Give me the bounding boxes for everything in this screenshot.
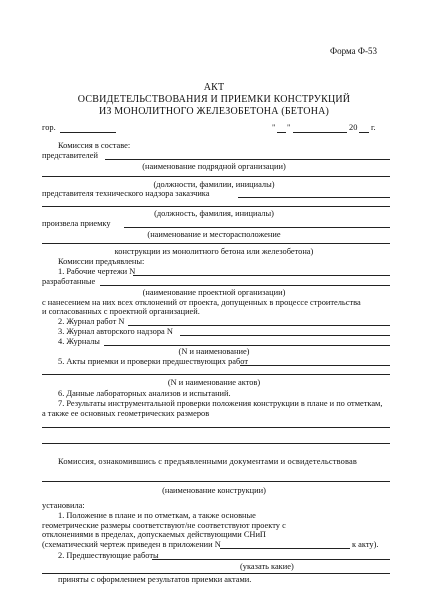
presented-label: Комиссии предъявлены:	[58, 257, 145, 266]
date-quote-open: "	[272, 123, 276, 132]
previous-works-field[interactable]	[152, 559, 390, 560]
item-6-lab-data: 6. Данные лабораторных анализов и испытаний.	[58, 389, 231, 398]
construction-field[interactable]	[42, 481, 390, 482]
n-and-acts-caption: (N и наименование актов)	[167, 378, 261, 387]
acceptance-field[interactable]	[124, 227, 390, 228]
acts-field-2[interactable]	[42, 374, 390, 375]
deviations-text: с нанесением на них всех отклонений от проекта, допущенных в процессе строительства	[42, 298, 361, 307]
appendix-number-field[interactable]	[220, 548, 350, 549]
document-title: ОСВИДЕТЕЛЬСТВОВАНИЯ И ПРИЕМКИ КОНСТРУКЦИЙ	[77, 94, 351, 105]
finding-1-line-2: геометрические размеры соответствуют/не соответствуют проекту с	[42, 521, 286, 530]
item-5-acts: 5. Акты приемки и проверки предшествующих работ	[58, 357, 248, 366]
previous-works-field-2[interactable]	[42, 573, 390, 574]
supervision-log-field[interactable]	[180, 335, 390, 336]
day-field[interactable]	[277, 132, 286, 133]
item-7-dimensions: а также ее основных геометрических размеров	[42, 409, 210, 418]
finding-1-line-4-end: к акту).	[352, 540, 379, 549]
item-7-instrumental-check: 7. Результаты инструментальной проверки положения конструкции в плане и по отметкам,	[58, 399, 383, 408]
performed-acceptance-label: произвела приемку	[42, 219, 111, 228]
customer-supervision-field-2[interactable]	[42, 206, 390, 207]
contractor-reps-label: представителей	[42, 151, 98, 160]
developer-field[interactable]	[100, 285, 390, 286]
contractor-reps-field[interactable]	[105, 159, 390, 160]
finding-1-line-1: 1. Положение в плане и по отметкам, а также основные	[58, 511, 256, 520]
finding-2-previous-works: 2. Предшествующие работы	[58, 551, 159, 560]
names-field[interactable]	[42, 176, 390, 177]
commission-review-text: Комиссия, ознакомившись с предъявленными документами и освидетельствовав	[58, 457, 357, 466]
date-quote-close: "	[287, 123, 291, 132]
check-results-field-2[interactable]	[42, 443, 390, 444]
design-org-caption: (наименование проектной организации)	[142, 288, 286, 297]
item-1-drawings: 1. Рабочие чертежи N	[58, 267, 136, 276]
form-code: Форма Ф-53	[330, 46, 377, 56]
deviations-text-2: и согласованных с проектной организацией.	[42, 307, 200, 316]
established-label: установила:	[42, 501, 85, 510]
city-label: гор.	[42, 123, 56, 132]
item-3-supervision-log: 3. Журнал авторского надзора N	[58, 327, 173, 336]
construction-caption: (наименование конструкции)	[162, 486, 266, 495]
contractor-caption: (наименование подрядной организации)	[142, 162, 286, 171]
customer-supervision-field[interactable]	[238, 197, 390, 198]
acts-field[interactable]	[240, 365, 390, 366]
month-field[interactable]	[293, 132, 347, 133]
names-caption: (должности, фамилии, инициалы)	[153, 180, 275, 189]
drawings-number-field[interactable]	[133, 275, 390, 276]
structure-field[interactable]	[42, 243, 390, 244]
logs-field[interactable]	[104, 345, 390, 346]
location-caption: (наименование и месторасположение	[147, 230, 281, 239]
work-log-field[interactable]	[128, 325, 390, 326]
accepted-text: приняты с оформлением результатов приемки актами.	[58, 575, 252, 584]
customer-supervision-label: представителя технического надзора заказчика	[42, 189, 210, 198]
specify-caption: (указать какие)	[240, 562, 294, 571]
finding-1-line-3: отклонениями в пределах, допускаемых действующими СНиП	[42, 530, 266, 539]
document-type: АКТ	[203, 82, 225, 93]
document-subtitle: ИЗ МОНОЛИТНОГО ЖЕЛЕЗОБЕТОНА (БЕТОНА)	[98, 106, 330, 117]
finding-1-line-4: (схематический чертеж приведен в приложении N	[42, 540, 221, 549]
city-field[interactable]	[60, 132, 116, 133]
year-field[interactable]	[359, 132, 369, 133]
name-caption: (должность, фамилия, инициалы)	[154, 209, 274, 218]
structures-caption: конструкции из монолитного бетона или железобетона)	[114, 247, 314, 256]
commission-composition: Комиссия в составе:	[58, 141, 131, 150]
year-prefix: 20	[349, 123, 358, 132]
year-suffix: г.	[371, 123, 376, 132]
check-results-field[interactable]	[42, 427, 390, 428]
n-and-name-caption: (N и наименование)	[178, 347, 250, 356]
item-4-logs: 4. Журналы	[58, 337, 100, 346]
item-2-work-log: 2. Журнал работ N	[58, 317, 125, 326]
developed-label: разработанные	[42, 277, 96, 286]
